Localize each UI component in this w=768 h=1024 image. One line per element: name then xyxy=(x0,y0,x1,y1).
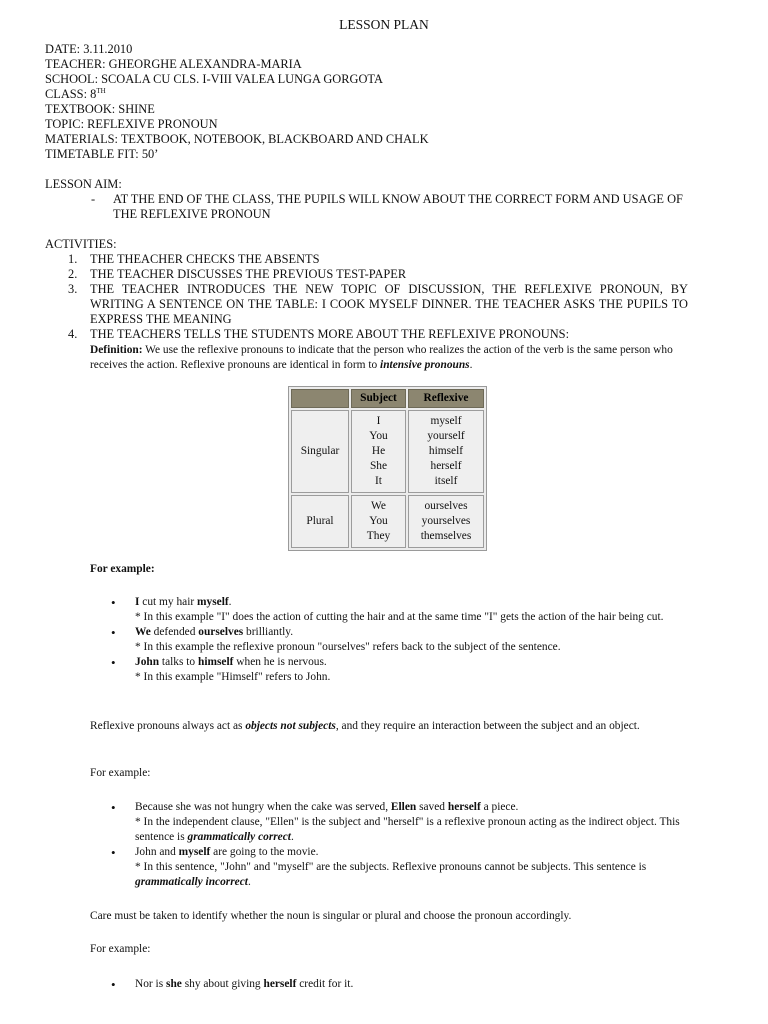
table-row-plural xyxy=(291,495,484,548)
list-item xyxy=(90,655,690,685)
subject-pronoun: He xyxy=(371,445,386,457)
table-header-corner xyxy=(291,389,349,408)
definition-text: We use the reflexive pronouns to indicate that the person who realizes the action of the verb is the same person who receives the action. Reflexive pronouns are identical in form to xyxy=(90,344,673,371)
materials-line: MATERIALS: TEXTBOOK, NOTEBOOK, BLACKBOARD AND CHALK xyxy=(45,132,429,146)
definition-label: Definition: xyxy=(90,344,143,356)
subject-word: John xyxy=(135,656,160,668)
activity-text: THE TEACHER INTRODUCES THE NEW TOPIC OF DISCUSSION, THE REFLEXIVE PRONOUN, BY WRITING A SENTENCE ON THE TABLE: I COOK MYSELF DINNER. THE TEACHER ASKS THE PUPILS TO EXPRESS THE MEANING xyxy=(90,282,688,326)
reflexive-pronoun: herself xyxy=(430,460,462,472)
list-item xyxy=(90,595,690,625)
bullet-icon xyxy=(111,800,116,817)
note-text: . xyxy=(290,831,294,843)
teacher-line: TEACHER: GHEORGHE ALEXANDRA-MARIA xyxy=(45,57,302,71)
definition-end: . xyxy=(469,359,473,371)
example-note xyxy=(135,815,690,845)
note-keyword: grammatically incorrect xyxy=(135,876,248,888)
activity-number: 3. xyxy=(68,282,78,296)
bullet-icon xyxy=(111,655,116,672)
topic-line: TOPIC: REFLEXIVE PRONOUN xyxy=(45,117,218,131)
example-sentence xyxy=(135,845,690,860)
reflexive-word: herself xyxy=(447,801,481,813)
reflexive-pronoun: ourselves xyxy=(424,500,468,512)
sentence-text: Because she was not hungry when the cake was served, xyxy=(135,801,391,813)
reflexive-word: herself xyxy=(263,978,297,990)
for-example-label: For example: xyxy=(90,767,151,779)
reflexive-pronoun: yourselves xyxy=(421,515,471,527)
note-keyword: grammatically correct xyxy=(187,831,291,843)
sentence-text: a piece. xyxy=(480,801,519,813)
activity-number: 2. xyxy=(68,267,78,281)
sentence-text: brilliantly. xyxy=(243,626,294,638)
example-sentence xyxy=(135,625,690,640)
activities-label: ACTIVITIES: xyxy=(45,237,117,251)
activities-list xyxy=(68,252,688,342)
reflexive-word: myself xyxy=(178,846,211,858)
list-item xyxy=(90,977,690,992)
examples-list-2 xyxy=(90,800,690,890)
care-paragraph: Care must be taken to identify whether the noun is singular or plural and choose the pronoun accordingly. xyxy=(90,910,572,922)
reflexive-word: myself xyxy=(197,596,229,608)
bullet-icon xyxy=(111,845,116,862)
subject-word: she xyxy=(166,978,182,990)
paragraph-keyword: objects not subjects xyxy=(245,720,336,732)
example-sentence xyxy=(135,655,690,670)
sentence-text: talks to xyxy=(159,656,198,668)
sentence-text: Nor is xyxy=(135,978,167,990)
table-header-row xyxy=(291,389,484,408)
date-line: DATE: 3.11.2010 xyxy=(45,42,133,56)
bullet-icon xyxy=(111,977,116,994)
sentence-text: shy about giving xyxy=(181,978,264,990)
note-text: * In the independent clause, "Ellen" is the subject and "herself" is a reflexive pronoun acting as the indirect object. This sentence is xyxy=(135,816,680,843)
sentence-text: defended xyxy=(150,626,199,638)
objects-paragraph xyxy=(90,719,690,734)
lesson-header xyxy=(45,42,429,162)
activity-item xyxy=(68,252,688,267)
for-example-label: For example: xyxy=(90,943,151,955)
sentence-text: when he is nervous. xyxy=(233,656,327,668)
pronoun-table xyxy=(288,386,487,551)
example-note: * In this example "I" does the action of cutting the hair and at the same time "I" gets the action of the hair being cut. xyxy=(135,611,664,623)
note-text: . xyxy=(247,876,251,888)
for-example-heading: For example: xyxy=(90,563,155,575)
paragraph-text: , and they require an interaction between the subject and an object. xyxy=(335,720,640,732)
subject-pronoun: She xyxy=(369,460,388,472)
sentence-text: John and xyxy=(135,846,179,858)
bullet-icon xyxy=(111,625,116,642)
example-note xyxy=(135,860,690,890)
example-note: * In this example "Himself" refers to John. xyxy=(135,671,331,683)
activity-number: 4. xyxy=(68,327,78,341)
activity-item xyxy=(68,267,688,282)
school-line: SCHOOL: SCOALA CU CLS. I-VIII VALEA LUNGA GORGOTA xyxy=(45,72,383,86)
table-header-subject: Subject xyxy=(351,389,406,408)
reflexive-cell xyxy=(408,495,484,548)
reflexive-cell xyxy=(408,410,484,493)
activity-item xyxy=(68,282,688,327)
sentence-text: saved xyxy=(416,801,448,813)
subject-word: I xyxy=(135,596,140,608)
example-sentence xyxy=(135,977,690,992)
examples-list-3 xyxy=(90,977,690,992)
aim-dash: - xyxy=(91,192,96,206)
bullet-icon xyxy=(111,595,116,612)
examples-list-1 xyxy=(90,595,690,685)
subject-pronoun: You xyxy=(369,515,388,527)
sentence-text: cut my hair xyxy=(139,596,198,608)
subject-word: Ellen xyxy=(390,801,417,813)
list-item xyxy=(90,625,690,655)
subject-cell xyxy=(351,410,406,493)
subject-pronoun: They xyxy=(366,530,391,542)
activity-text: THE TEACHERS TELLS THE STUDENTS MORE ABOUT THE REFLEXIVE PRONOUNS: xyxy=(90,327,570,341)
subject-pronoun: I xyxy=(376,415,381,427)
reflexive-pronoun: yourself xyxy=(427,430,465,442)
document-title: LESSON PLAN xyxy=(339,17,429,32)
definition-paragraph xyxy=(90,343,690,373)
textbook-line: TEXTBOOK: SHINE xyxy=(45,102,155,116)
reflexive-word: ourselves xyxy=(198,626,244,638)
list-item xyxy=(90,845,690,890)
reflexive-pronoun: itself xyxy=(434,475,458,487)
reflexive-word: himself xyxy=(197,656,234,668)
timetable-line: TIMETABLE FIT: 50’ xyxy=(45,147,159,161)
sentence-text: credit for it. xyxy=(296,978,354,990)
note-text: * In this sentence, "John" and "myself" are the subjects. Reflexive pronouns cannot be subjects. This sentence is xyxy=(135,861,647,873)
example-sentence xyxy=(135,800,690,815)
definition-keyword: intensive pronouns xyxy=(380,359,470,371)
subject-pronoun: It xyxy=(375,475,382,487)
reflexive-pronoun: myself xyxy=(430,415,462,427)
class-line xyxy=(45,87,429,102)
example-note: * In this example the reflexive pronoun "ourselves" refers back to the subject of the sentence. xyxy=(135,641,561,653)
table-header-reflexive: Reflexive xyxy=(408,389,484,408)
activity-item xyxy=(68,327,688,342)
class-text: CLASS: 8 xyxy=(45,87,97,101)
group-label: Plural xyxy=(291,495,349,548)
class-superscript: TH xyxy=(96,87,106,95)
paragraph-text: Reflexive pronouns always act as xyxy=(90,720,246,732)
subject-cell xyxy=(351,495,406,548)
aim-text: AT THE END OF THE CLASS, THE PUPILS WILL KNOW ABOUT THE CORRECT FORM AND USAGE OF THE REFLEXIVE PRONOUN xyxy=(113,192,683,221)
sentence-text: . xyxy=(228,596,232,608)
reflexive-pronoun: themselves xyxy=(420,530,472,542)
reflexive-pronoun: himself xyxy=(428,445,464,457)
activity-number: 1. xyxy=(68,252,78,266)
list-item xyxy=(90,800,690,845)
subject-word: We xyxy=(135,626,151,638)
subject-pronoun: We xyxy=(371,500,386,512)
activity-text: THE THEACHER CHECKS THE ABSENTS xyxy=(90,252,320,266)
subject-pronoun: You xyxy=(369,430,388,442)
table-row-singular xyxy=(291,410,484,493)
example-sentence xyxy=(135,595,690,610)
aim-label: LESSON AIM: xyxy=(45,177,122,191)
sentence-text: are going to the movie. xyxy=(210,846,319,858)
activity-text: THE TEACHER DISCUSSES THE PREVIOUS TEST-PAPER xyxy=(90,267,407,281)
group-label: Singular xyxy=(291,410,349,493)
